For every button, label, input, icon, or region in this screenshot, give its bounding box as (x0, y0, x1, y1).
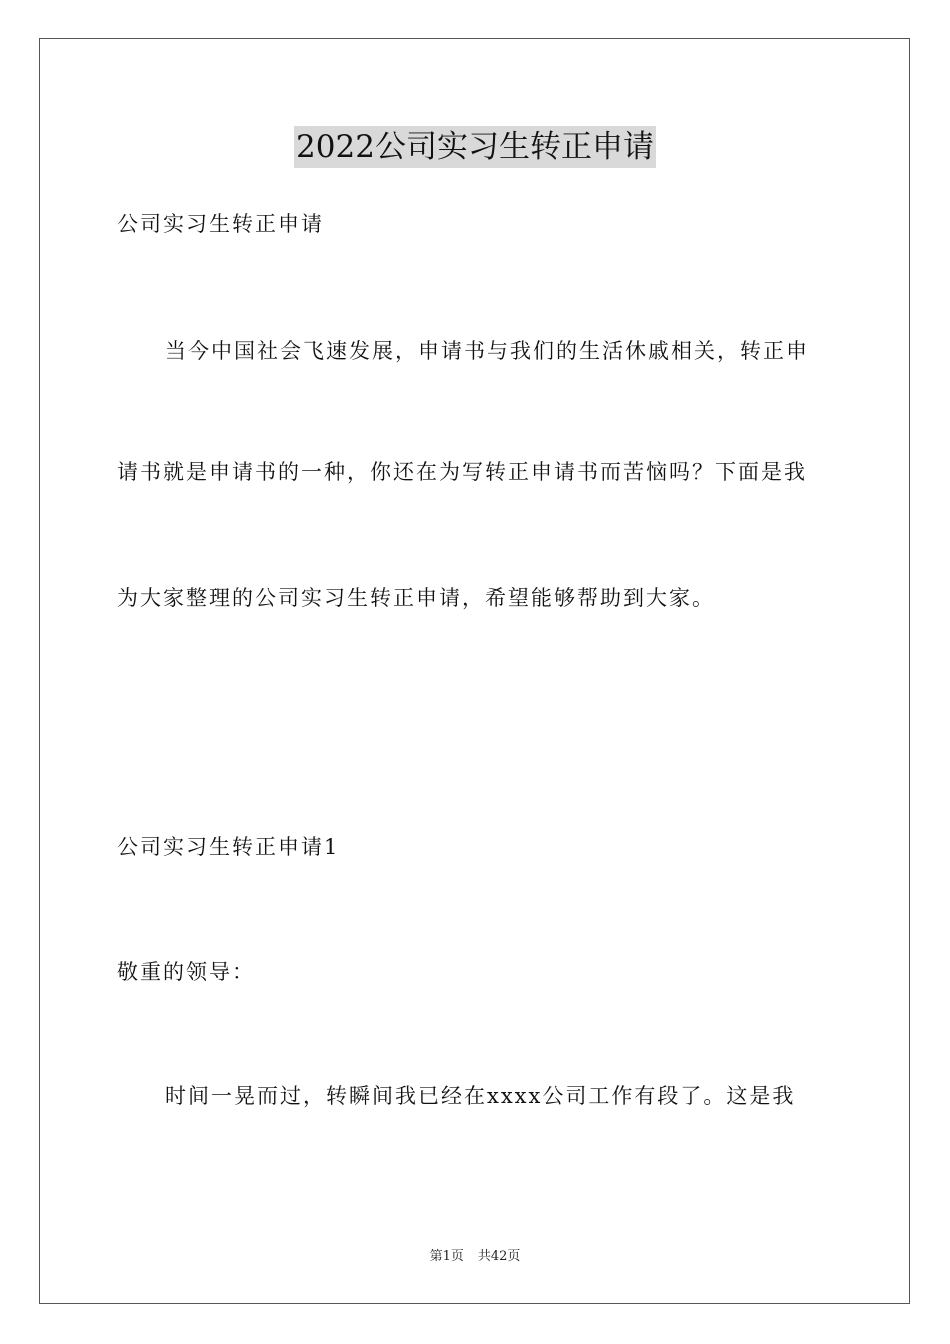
section-heading: 公司实习生转正申请1 (117, 835, 340, 859)
document-subtitle: 公司实习生转正申请 (117, 212, 324, 236)
page-number: 第1页 (429, 1249, 464, 1264)
title-container (0, 126, 950, 168)
page-footer (0, 1248, 950, 1266)
intro-paragraph-line-3: 为大家整理的公司实习生转正申请，希望能够帮助到大家。 (117, 586, 715, 610)
body-paragraph-line-1: 时间一晃而过，转瞬间我已经在xxxx公司工作有段了。这是我 (165, 1084, 796, 1108)
salutation: 敬重的领导： (117, 960, 255, 984)
intro-paragraph-line-1: 当今中国社会飞速发展，申请书与我们的生活休戚相关，转正申 (165, 339, 809, 363)
intro-paragraph-line-2: 请书就是申请书的一种，你还在为写转正申请书而苦恼吗？下面是我 (117, 460, 807, 484)
document-title: 2022公司实习生转正申请 (294, 126, 656, 168)
page-total: 共42页 (477, 1249, 521, 1264)
